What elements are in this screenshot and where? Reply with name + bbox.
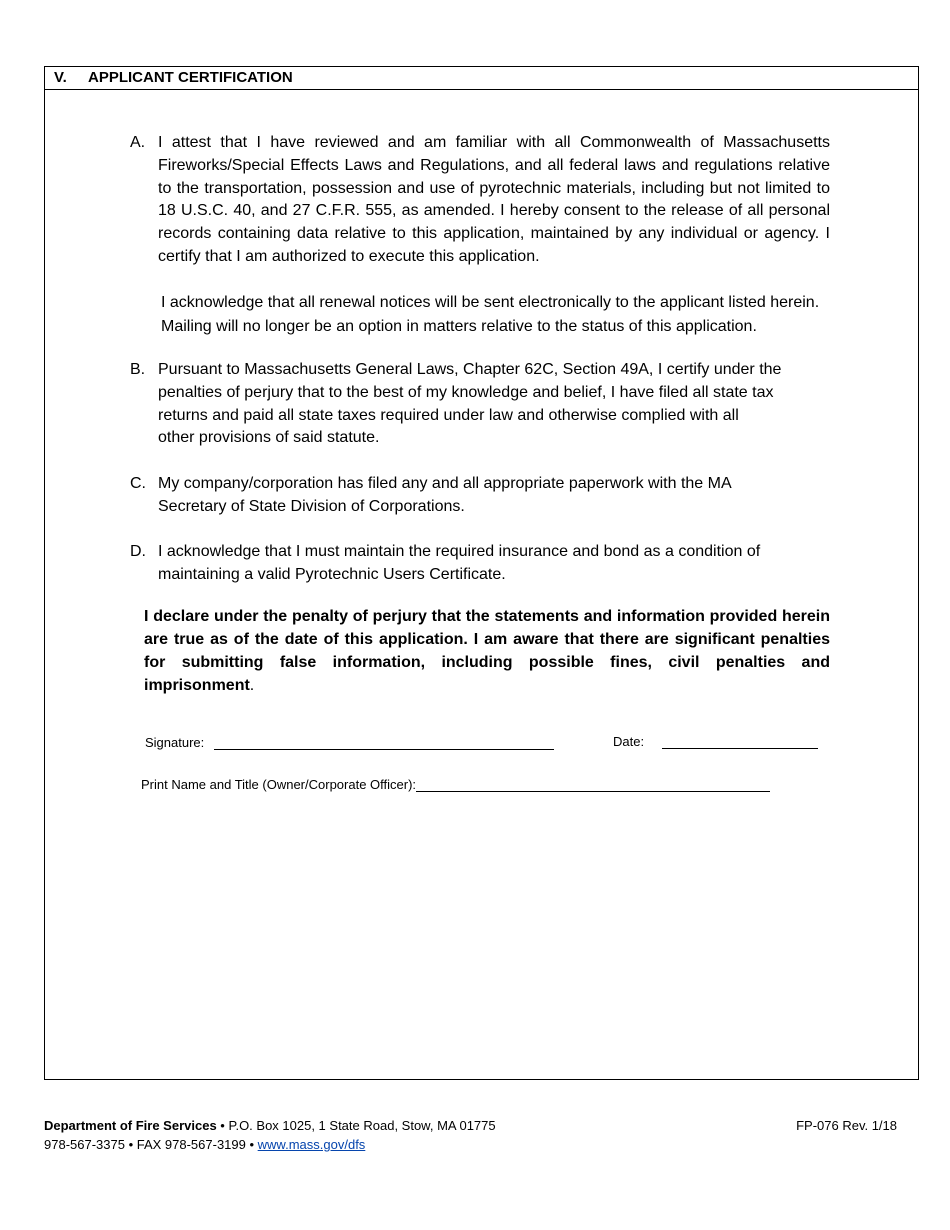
item-b-line: penalties of perjury that to the best of my knowledge and belief, I have filed all state tax: [158, 383, 774, 401]
item-c: [130, 473, 830, 519]
item-c-text: [158, 473, 830, 519]
signature-label: Signature:: [145, 735, 205, 750]
item-b-line: other provisions of said statute.: [158, 429, 380, 447]
item-letter: A.: [130, 134, 146, 151]
perjury-declaration: [144, 605, 830, 697]
item-letter: C.: [130, 475, 146, 492]
item-b-line: Pursuant to Massachusetts General Laws, Chapter 62C, Section 49A, I certify under the: [158, 361, 782, 378]
date-field[interactable]: [662, 737, 818, 749]
footer-phone-fax: 978-567-3375 • FAX 978-567-3199 •: [44, 1137, 258, 1152]
print-name-label: Print Name and Title (Owner/Corporate Officer):: [141, 777, 417, 792]
print-name-field[interactable]: [416, 776, 770, 792]
signature-row: [145, 734, 554, 750]
item-a-text: I attest that I have reviewed and am familiar with all Commonwealth of Massachusetts Fireworks/Special Effects Laws and Regulations, and all federal laws and regulations relative to the transportation, possession and use of pyrotechnic materials, including but not limited to 18 U.S.C. 40, and 27 C.F.R. 555, as amended. I hereby consent to the release of all personal records containing data relative to this application, maintained by any individual or agency. I certify that I am authorized to execute this application.: [158, 134, 830, 265]
print-name-row: [141, 776, 770, 792]
declaration-text: I declare under the penalty of perjury that the statements and information provided herein are true as of the date of this application. I am aware that there are significant penalties for submitting false information, including possible fines, civil penalties and imprisonment: [144, 608, 830, 694]
footer-address: • P.O. Box 1025, 1 State Road, Stow, MA 01775: [216, 1118, 496, 1133]
form-id: FP-076 Rev. 1/18: [796, 1118, 897, 1133]
item-c-line: My company/corporation has filed any and all appropriate paperwork with the MA: [158, 475, 732, 492]
item-d-line: maintaining a valid Pyrotechnic Users Certificate.: [158, 565, 506, 583]
electronic-notice-acknowledgment: [161, 291, 891, 338]
item-d-text: [158, 541, 830, 587]
ack-line-1: I acknowledge that all renewal notices will be sent electronically to the applicant listed herein.: [161, 294, 820, 311]
item-a: [130, 132, 830, 269]
item-letter: D.: [130, 543, 146, 560]
date-row: [613, 734, 818, 749]
section-title: APPLICANT CERTIFICATION: [88, 69, 293, 86]
ack-line-2: Mailing will no longer be an option in matters relative to the status of this application.: [161, 317, 757, 335]
item-b-line: returns and paid all state taxes required under law and otherwise complied with all: [158, 406, 739, 424]
section-header: [45, 67, 918, 90]
declaration-period: .: [249, 677, 255, 694]
item-b-text: [158, 359, 830, 450]
item-c-line: Secretary of State Division of Corporations.: [158, 497, 465, 515]
item-d-line: I acknowledge that I must maintain the required insurance and bond as a condition of: [158, 543, 761, 560]
footer-contact: [44, 1116, 496, 1154]
section-number: V.: [54, 69, 67, 86]
date-label: Date:: [613, 734, 645, 749]
item-d: [130, 541, 830, 587]
item-b: [130, 359, 830, 450]
signature-field[interactable]: [214, 734, 554, 750]
item-letter: B.: [130, 361, 146, 378]
website-link[interactable]: www.mass.gov/dfs: [257, 1137, 366, 1152]
footer-department: Department of Fire Services: [44, 1118, 217, 1133]
